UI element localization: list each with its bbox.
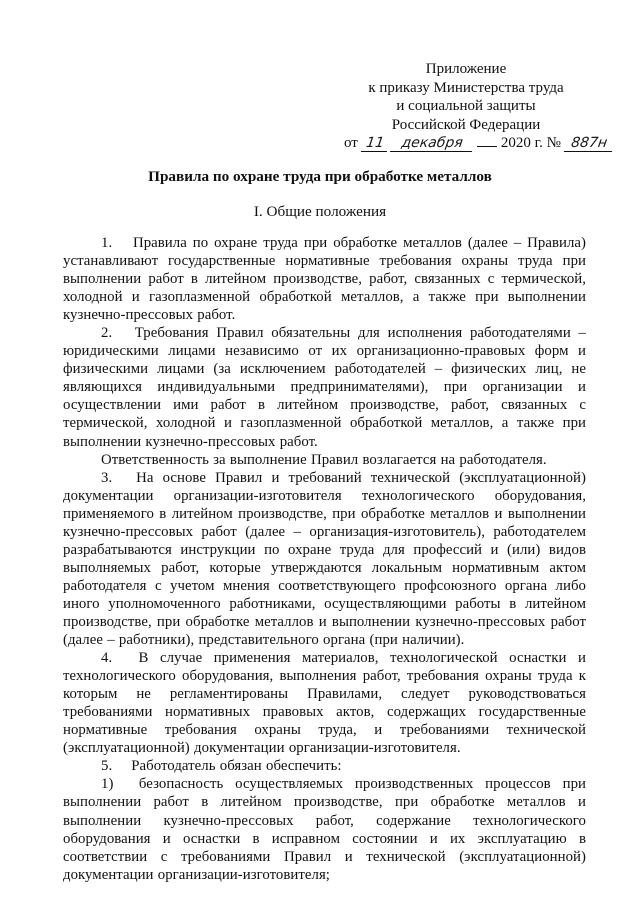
paragraph-text: безопасность осуществляемых производственных процессов при выполнении работ в литейном производстве, при обработке металлов и выполнении кузнечно-прессовых работ, содержание технологического оборудования и оснастки в исправном состоянии и их эксплуатацию в соответствии с требованиями Правил и технической (эксплуатационной) документации организации-изготовителя;	[63, 776, 586, 883]
paragraph-number: 2.	[101, 325, 113, 342]
appendix-block	[344, 60, 608, 153]
date-day-handwritten: 11	[360, 136, 388, 152]
date-blank-line	[477, 134, 497, 147]
section-title: I. Общие положения	[253, 203, 387, 220]
paragraph-5-1	[63, 775, 586, 883]
paragraph-number: 4.	[101, 650, 113, 667]
paragraph-text: Правила по охране труда при обработке металлов (далее – Правила) устанавливают государственные нормативные требования охраны труда при выполнении работ в литейном производстве, работ, связанных с термической, холодной и газоплазменной обработкой металлов, а также при выполнении кузнечно-прессовых работ.	[63, 235, 587, 324]
paragraph-5	[63, 757, 586, 775]
document-body	[63, 234, 586, 884]
paragraph-1	[63, 234, 586, 324]
paragraph-number: 1.	[101, 235, 113, 251]
appendix-country-line: Российской Федерации	[391, 116, 541, 133]
date-month-handwritten: декабря	[390, 136, 474, 152]
paragraph-number: 5.	[101, 758, 113, 775]
paragraph-text: На основе Правил и требований технической (эксплуатационной) документации организации-изготовителя технологического оборудования, применяемого в литейном производстве, при обработке металлов и выполнении кузнечно-прессовых работ (далее – организация-изготовитель), работодателем разрабатываются инструкции по охране труда для профессий и (или) видов выполняемых работ, которые утверждаются локальным нормативным актом работодателя с учетом мнения соответствующего профсоюзного органа либо иного уполномоченного работниками, осуществляющими работы в литейном производстве, при обработке металлов и выполнении кузнечно-прессовых работ (далее – работники), представительного органа (при наличии).	[63, 469, 586, 649]
paragraph-text: В случае применения материалов, технологической оснастки и технологического оборудования, выполнения работ, требования охраны труда к которым не регламентированы Правилами, следует руководствоваться требованиями нормативных правовых актов, содержащих государственные нормативные требования охраны труда, и требованиями технической (эксплуатационной) документации организации-изготовителя.	[63, 650, 586, 757]
paragraph-number: 3.	[101, 469, 113, 486]
appendix-label: Приложение	[425, 61, 507, 77]
document-title: Правила по охране труда при обработке металлов	[148, 168, 492, 185]
order-number-handwritten: 887н	[564, 136, 614, 152]
paragraph-text: Требования Правил обязательны для исполнения работодателями – юридическими лицами независимо от их организационно-правовых форм и физическими лицами (за исключением работодателей – физических лиц, не являющихся индивидуальными предпринимателями), при организации и осуществлении ими работ в литейном производстве, работ, связанных с термической, холодной и газоплазменной обработкой металлов, а также при выполнении кузнечно-прессовых работ.	[63, 325, 586, 450]
appendix-order-ref: к приказу Министерства труда	[368, 79, 564, 96]
date-prefix: от	[344, 135, 358, 152]
order-date-line	[344, 134, 608, 153]
paragraph-text: Работодатель обязан обеспечить:	[131, 758, 342, 775]
paragraph-4	[63, 649, 586, 757]
paragraph-3	[63, 469, 586, 649]
paragraph-2	[63, 324, 586, 450]
date-year: 2020 г. №	[500, 135, 561, 152]
paragraph-text: Ответственность за выполнение Правил возлагается на работодателя.	[101, 451, 547, 468]
paragraph-number: 1)	[101, 776, 114, 793]
appendix-ministry-line: и социальной защиты	[396, 98, 536, 115]
paragraph-responsibility	[63, 451, 586, 469]
